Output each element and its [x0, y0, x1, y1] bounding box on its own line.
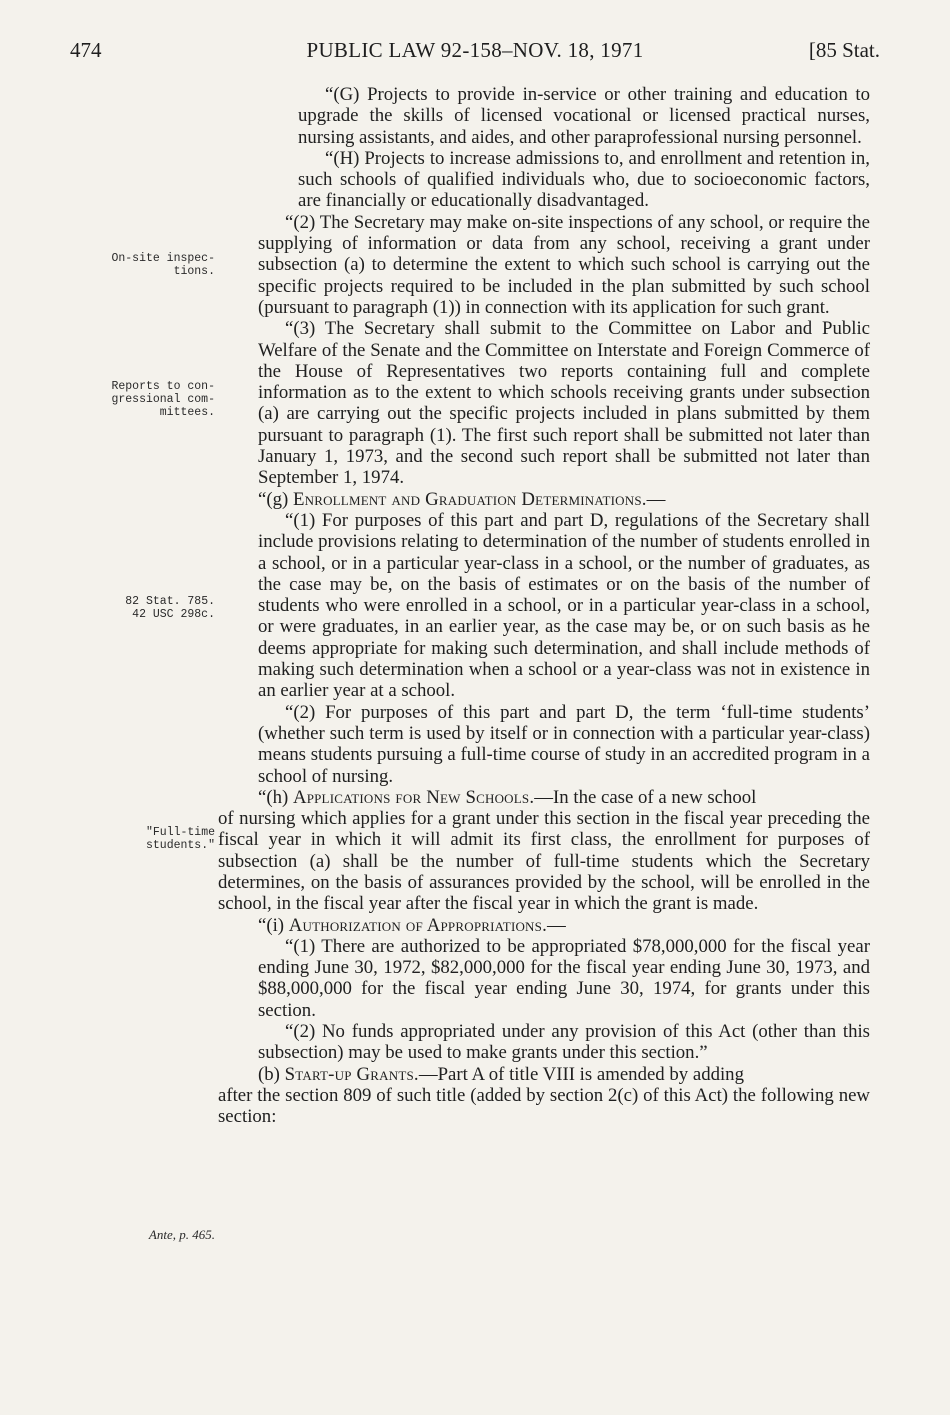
section-g-heading: “(g) Enrollment and Graduation Determinations.—	[258, 488, 666, 510]
para-b-startup: after the section 809 of such title (added by section 2(c) of this Act) the following new section:	[218, 1084, 870, 1128]
page-number: 474	[70, 38, 102, 62]
margin-note-citation: 82 Stat. 785. 42 USC 298c.	[125, 595, 215, 621]
section-b-title: Start-up Grants.	[284, 1063, 419, 1085]
section-h-lead: In the case of a new school	[553, 786, 757, 808]
section-h-heading: “(h) Applications for New Schools.—In the case of a new school	[258, 786, 757, 808]
para-g-projects: “(G) Projects to provide in-service or other training and education to upgrade the skills of licensed vocational or licensed practical nurses, nursing assistants, and aides, and other paraprofessional nursing personnel.	[298, 84, 870, 148]
section-b-lead: Part A of title VIII is amended by adding	[437, 1063, 744, 1085]
margin-note-ante: Ante, p. 465.	[148, 1227, 215, 1242]
page-title: PUBLIC LAW 92-158–NOV. 18, 1971	[306, 38, 644, 62]
section-b-heading: (b) Start-up Grants.—Part A of title VIII is amended by adding	[258, 1063, 744, 1085]
margin-note-fulltime: "Full-time students."	[145, 826, 215, 852]
para-g2-fulltime: “(2) For purposes of this part and part D, the term ‘full-time students’ (whether such term is used by itself or in connection with a particular year-class) means students pursuing a full-time course of study in an accredited program in a school of nursing.	[258, 701, 870, 787]
page-header	[70, 38, 880, 68]
para-g1-regulations: “(1) For purposes of this part and part D, regulations of the Secretary shall include provisions relating to determination of the number of students enrolled in a school, or in a particular year-class in a school, or the number of graduates, as the case may be, on the basis of estimates or on the basis of the number of students who were enrolled in a school, or in a particular year-class in a school, or were graduates, in an earlier year, as the case may be, or on such basis as he deems appropriate for making such determination, and shall include methods of making such determination when a school or a year-class was not in existence in an earlier year at a school.	[258, 509, 870, 702]
para-i2-restriction: “(2) No funds appropriated under any provision of this Act (other than this subsection) may be used to make grants under this section.”	[258, 1021, 870, 1064]
para-h-projects: “(H) Projects to increase admissions to, and enrollment and retention in, such schools of qualified individuals who, due to socioeconomic factors, are financially or educationally disadvantaged.	[298, 147, 870, 212]
section-g-title: Enrollment and Graduation Determinations.	[292, 488, 647, 510]
para-2-inspections: “(2) The Secretary may make on-site inspections of any school, or require the supplying of information or data from any school, receiving a grant under subsection (a) to determine the extent to which such school is carrying out the specific projects required to be included in the plan submitted by such school (pursuant to paragraph (1)) in connection with its application for such grant.	[258, 211, 870, 318]
section-i-title: Authorization of Appropriations.	[288, 914, 547, 936]
statute-reference: [85 Stat.	[808, 38, 880, 62]
para-h-new-schools: of nursing which applies for a grant under this section in the fiscal year preceding the fiscal year in which it will admit its first class, the enrollment for purposes of subsection (a) shall be the number of full-time students which the Secretary determines, on the basis of assurances provided by the school, will be enrolled in the school, in the fiscal year after the fiscal year in which the grant is made.	[218, 808, 870, 915]
section-h-title: Applications for New Schools.	[292, 786, 535, 808]
margin-note-onsite: On-site inspec- tions.	[111, 252, 215, 278]
para-i1-amounts: “(1) There are authorized to be appropriated $78,000,000 for the fiscal year ending June 30, 1972, $82,000,000 for the fiscal year ending June 30, 1973, and $88,000,000 for the fiscal year ending June 30, 1974, for grants under this section.	[258, 935, 870, 1021]
para-3-reports: “(3) The Secretary shall submit to the Committee on Labor and Public Welfare of the Senate and the Committee on Interstate and Foreign Commerce of the House of Representatives two reports containing full and complete information as to the extent to which schools receiving grants under subsection (a) are carrying out the specific projects included in plans submitted by them pursuant to paragraph (1). The first such report shall be submitted not later than January 1, 1973, and the second such report shall be submitted not later than September 1, 1974.	[258, 318, 870, 489]
body-text	[218, 84, 870, 1128]
section-i-heading: “(i) Authorization of Appropriations.—	[258, 914, 566, 936]
margin-note-reports: Reports to con- gressional com- mittees.	[111, 380, 215, 419]
